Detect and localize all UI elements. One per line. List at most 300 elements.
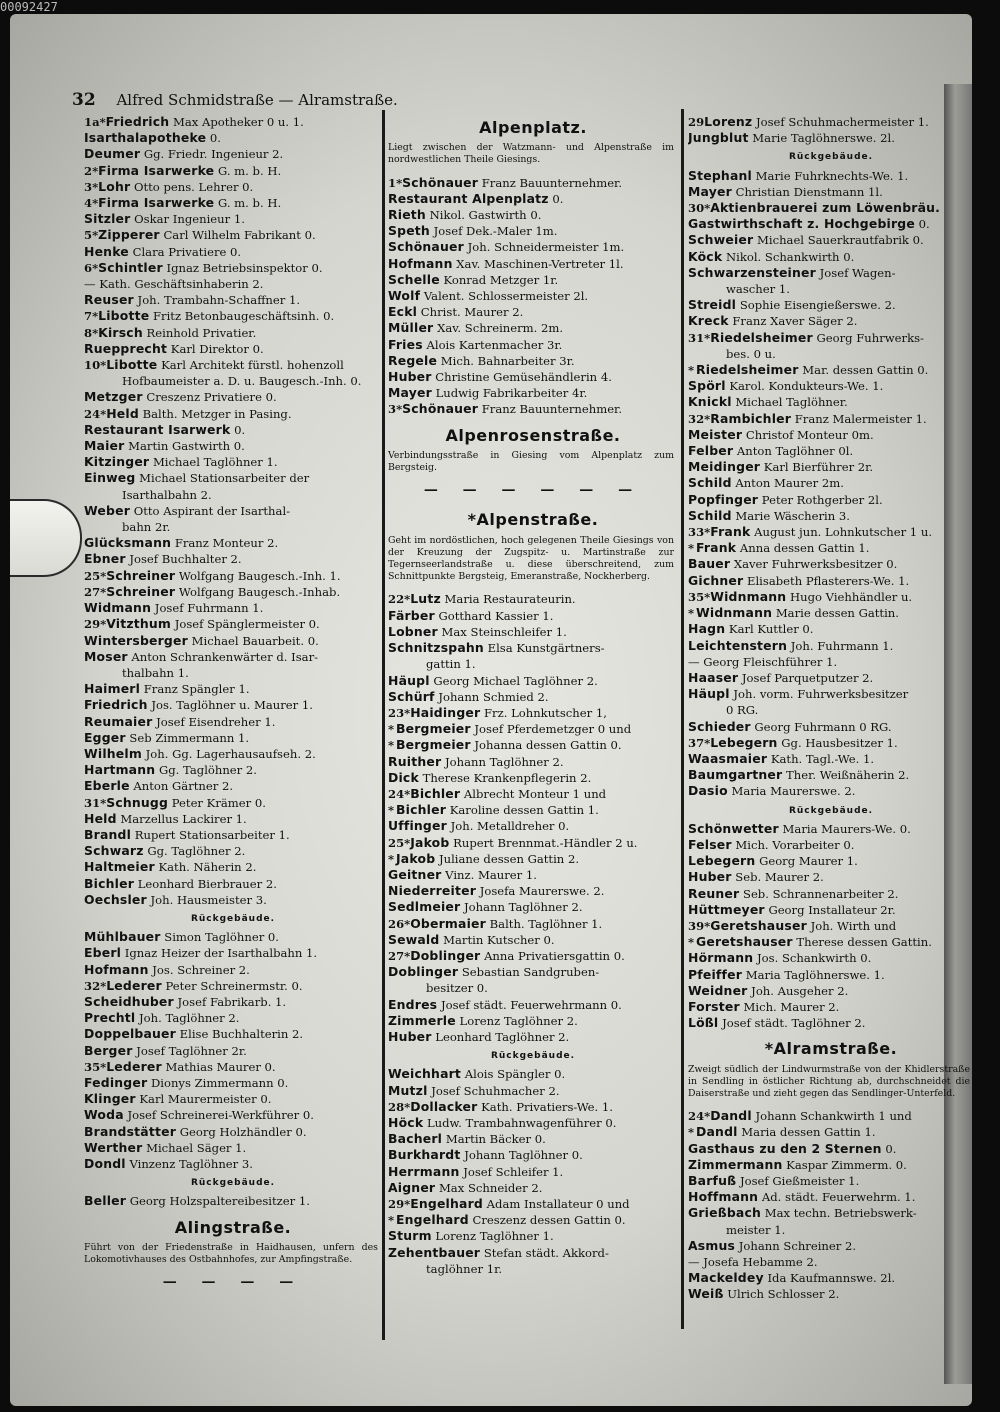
resident-name: Deumer bbox=[84, 146, 141, 162]
directory-entry bbox=[84, 681, 382, 697]
directory-entry bbox=[688, 853, 972, 869]
directory-entry bbox=[84, 697, 382, 713]
directory-entry bbox=[688, 330, 972, 346]
resident-name: Friedrich bbox=[105, 114, 170, 129]
directory-entry bbox=[388, 867, 678, 883]
resident-details: Balth. Metzger in Pasing. bbox=[142, 406, 292, 421]
resident-name: Fries bbox=[388, 336, 423, 352]
directory-entry bbox=[84, 778, 382, 794]
street-heading: Alingstraße. bbox=[174, 1217, 292, 1237]
directory-entry bbox=[84, 1026, 382, 1042]
resident-details: Vinzenz Taglöhner 3. bbox=[129, 1157, 253, 1171]
directory-entry bbox=[688, 686, 972, 702]
resident-details: — Georg Fleischführer 1. bbox=[688, 654, 838, 669]
directory-entry bbox=[388, 737, 678, 753]
resident-details: Michael Säger 1. bbox=[146, 1140, 247, 1155]
resident-details: Joh. Metalldreher 0. bbox=[450, 819, 570, 834]
entry-continuation: meister 1. bbox=[726, 1222, 786, 1237]
directory-entry bbox=[388, 932, 678, 948]
resident-name: Obermaier bbox=[410, 915, 486, 931]
directory-entry bbox=[388, 401, 678, 417]
resident-details: 0. bbox=[234, 422, 246, 437]
resident-details: Karol. Kondukteurs-We. 1. bbox=[729, 379, 884, 394]
resident-name: Huber bbox=[688, 869, 732, 885]
resident-details: 0. bbox=[552, 191, 564, 206]
resident-name: Bergmeier bbox=[396, 737, 471, 753]
resident-details: Joh. Schneidermeister 1m. bbox=[467, 240, 625, 255]
resident-name: Weiß bbox=[688, 1286, 724, 1302]
directory-entry bbox=[388, 1147, 678, 1163]
street-description: Liegt zwischen der Watzmann- und Alpenstraße im nordwestlichen Theile Giesings. bbox=[388, 142, 674, 166]
resident-details: Georg Installateur 2r. bbox=[768, 902, 896, 917]
resident-name: Dandl bbox=[710, 1108, 752, 1124]
resident-name: Dollacker bbox=[410, 1098, 478, 1114]
directory-entry bbox=[388, 256, 678, 272]
resident-name: Libotte bbox=[98, 308, 150, 324]
directory-entry bbox=[688, 168, 972, 184]
resident-name: Widnmann bbox=[710, 588, 787, 604]
resident-name: Speth bbox=[388, 223, 430, 239]
directory-entry bbox=[688, 249, 972, 265]
resident-details: Josef Taglöhner 2r. bbox=[136, 1043, 247, 1058]
directory-entry bbox=[688, 1124, 972, 1140]
resident-details: Mich. Vorarbeiter 0. bbox=[735, 837, 855, 852]
resident-details: Ulrich Schlosser 2. bbox=[727, 1287, 840, 1302]
directory-entry bbox=[84, 1124, 382, 1140]
directory-entry bbox=[84, 714, 382, 730]
directory-entry bbox=[688, 654, 972, 670]
resident-name: Schwarzensteiner bbox=[688, 264, 816, 280]
resident-details: Lorenz Taglöhner 2. bbox=[459, 1013, 578, 1028]
separator-dashes: — — — — — — bbox=[423, 482, 643, 499]
scan-identifier: 00092427 bbox=[0, 0, 58, 14]
directory-entry bbox=[688, 719, 972, 735]
house-number: 4* bbox=[84, 196, 99, 211]
resident-name: Gichner bbox=[688, 572, 744, 588]
directory-entry bbox=[388, 851, 678, 867]
directory-entry bbox=[388, 1212, 678, 1228]
directory-entry bbox=[84, 633, 382, 649]
resident-name: Held bbox=[106, 405, 139, 421]
resident-details: Creszenz Privatiere 0. bbox=[146, 390, 277, 405]
resident-details: Rupert Stationsarbeiter 1. bbox=[134, 827, 290, 842]
resident-details: Josef städt. Feuerwehrmann 0. bbox=[440, 997, 622, 1012]
resident-details: Max Steinschleifer 1. bbox=[441, 624, 567, 639]
resident-details: Maria Maurerswe. 2. bbox=[731, 784, 856, 799]
resident-details: Reinhold Privatier. bbox=[146, 325, 257, 340]
resident-details: Leonhard Bierbrauer 2. bbox=[137, 876, 277, 891]
house-number: 23* bbox=[388, 705, 411, 720]
resident-name: Riedelsheimer bbox=[696, 362, 799, 378]
directory-entry bbox=[84, 389, 382, 405]
resident-details: Marie Fuhrknechts-We. 1. bbox=[755, 168, 909, 183]
resident-name: Schönauer bbox=[402, 174, 479, 190]
resident-details: Seb Zimmermann 1. bbox=[129, 730, 250, 745]
resident-name: Felser bbox=[688, 836, 732, 852]
house-number: 1a* bbox=[84, 115, 106, 129]
resident-details: 0. bbox=[885, 1141, 897, 1156]
directory-entry bbox=[84, 746, 382, 762]
entry-continuation: besitzer 0. bbox=[426, 981, 488, 996]
directory-entry bbox=[688, 362, 972, 378]
resident-name: Schürf bbox=[388, 688, 435, 704]
resident-details: Gg. Taglöhner 2. bbox=[158, 763, 257, 778]
resident-details: Franz Bauunternehmer. bbox=[481, 402, 623, 417]
directory-entry bbox=[688, 1238, 972, 1254]
directory-entry bbox=[688, 130, 972, 146]
house-number: * bbox=[388, 1213, 395, 1228]
resident-name: Ruepprecht bbox=[84, 340, 168, 356]
entry-continuation: thalbahn 1. bbox=[122, 665, 189, 680]
resident-name: Wilhelm bbox=[84, 745, 142, 761]
directory-entry bbox=[388, 689, 678, 705]
resident-details: Elsa Kunstgärtners- bbox=[487, 641, 605, 656]
resident-name: Doblinger bbox=[388, 964, 459, 980]
resident-name: Maier bbox=[84, 438, 125, 454]
resident-name: Jungblut bbox=[688, 130, 749, 146]
resident-details: Maria dessen Gattin 1. bbox=[741, 1125, 876, 1140]
resident-details: Xav. Maschinen-Vertreter 1l. bbox=[456, 256, 624, 271]
resident-name: Einweg bbox=[84, 470, 136, 486]
directory-entry bbox=[688, 886, 972, 902]
resident-details: Dionys Zimmermann 0. bbox=[150, 1075, 289, 1090]
directory-entry bbox=[388, 608, 678, 624]
directory-entry bbox=[388, 175, 678, 191]
resident-details: — Kath. Geschäftsinhaberin 2. bbox=[84, 277, 264, 292]
resident-details: Mathias Maurer 0. bbox=[165, 1059, 276, 1074]
resident-details: Joh. Wirth und bbox=[810, 918, 897, 933]
resident-details: Georg Maurer 1. bbox=[759, 854, 858, 869]
directory-entry bbox=[84, 130, 382, 146]
resident-name: Lederer bbox=[106, 977, 162, 993]
directory-entry bbox=[688, 573, 972, 589]
resident-details: Max techn. Betriebswerk- bbox=[764, 1206, 917, 1221]
resident-details: G. m. b. H. bbox=[217, 196, 282, 211]
resident-name: Moser bbox=[84, 648, 128, 664]
resident-details: Josef Wagen- bbox=[819, 265, 896, 280]
resident-details: Konrad Metzger 1r. bbox=[443, 272, 559, 287]
house-number: 2* bbox=[84, 163, 99, 178]
directory-entry bbox=[84, 811, 382, 827]
directory-entry bbox=[388, 835, 678, 851]
directory-entry bbox=[688, 427, 972, 443]
directory-entry bbox=[84, 325, 382, 341]
directory-entry bbox=[388, 591, 678, 607]
resident-details: Johanna dessen Gattin 0. bbox=[474, 738, 622, 753]
directory-entry bbox=[688, 313, 972, 329]
directory-entry bbox=[688, 1173, 972, 1189]
resident-name: Bacherl bbox=[388, 1131, 443, 1147]
resident-name: Niederreiter bbox=[388, 883, 477, 899]
resident-details: 0. bbox=[918, 217, 930, 232]
resident-details: Anton Taglöhner 0l. bbox=[736, 444, 854, 459]
resident-details: Johann Schankwirth 1 und bbox=[755, 1109, 912, 1124]
house-number: * bbox=[388, 722, 395, 737]
resident-details: Michael Taglöhner. bbox=[735, 395, 848, 410]
directory-entry bbox=[388, 964, 678, 980]
resident-name: Forster bbox=[688, 998, 740, 1014]
house-number: * bbox=[688, 541, 695, 556]
resident-details: Johann Schmied 2. bbox=[438, 689, 549, 704]
house-number: 5* bbox=[84, 228, 99, 243]
resident-name: Leichtenstern bbox=[688, 637, 788, 653]
resident-details: Therese dessen Gattin. bbox=[796, 935, 932, 950]
directory-entry bbox=[688, 492, 972, 508]
directory-entry bbox=[688, 767, 972, 783]
resident-name: Burkhardt bbox=[388, 1147, 461, 1163]
resident-name: Frank bbox=[710, 524, 751, 540]
resident-details: Anna Privatiersgattin 0. bbox=[484, 948, 625, 963]
resident-details: Josef Schleifer 1. bbox=[463, 1164, 564, 1179]
resident-details: Joh. Trambahn-Schaffner 1. bbox=[137, 293, 301, 308]
directory-entry bbox=[688, 265, 972, 281]
resident-details: Gg. Friedr. Ingenieur 2. bbox=[143, 147, 284, 162]
resident-name: Berger bbox=[84, 1042, 133, 1058]
resident-name: Held bbox=[84, 810, 117, 826]
directory-entry bbox=[388, 883, 678, 899]
street-description: Zweigt südlich der Lindwurmstraße von der Khidlerstraße in Sendling in östlicher Richtung ab, durchschneidet die Daiserstraße und zieht gegen das Sendlinger-Unterfeld. bbox=[688, 1063, 970, 1099]
house-number: 24* bbox=[688, 1109, 711, 1124]
resident-name: Höck bbox=[388, 1114, 424, 1130]
directory-entry bbox=[388, 1196, 678, 1212]
resident-details: Jos. Schankwirth 0. bbox=[757, 951, 872, 966]
resident-name: Mutzl bbox=[388, 1082, 428, 1098]
house-number: 25* bbox=[388, 835, 411, 850]
entry-continuation: Hofbaumeister a. D. u. Baugesch.-Inh. 0. bbox=[122, 374, 362, 389]
directory-entry bbox=[388, 1131, 678, 1147]
directory-entry bbox=[688, 394, 972, 410]
resident-name: Haimerl bbox=[84, 681, 141, 697]
resident-details: Mar. dessen Gattin 0. bbox=[802, 363, 929, 378]
directory-entry bbox=[388, 705, 678, 721]
resident-name: Weidner bbox=[688, 982, 748, 998]
resident-details: Mich. Bahnarbeiter 3r. bbox=[440, 353, 575, 368]
directory-entry bbox=[688, 837, 972, 853]
directory-entry bbox=[388, 1228, 678, 1244]
directory-entry bbox=[388, 1115, 678, 1131]
street-description: Führt von der Friedenstraße in Haidhausen, unfern des Lokomotivhauses des Ostbahnhofes, zur Ampfingstraße. bbox=[84, 1241, 378, 1266]
directory-entry bbox=[388, 1245, 678, 1261]
resident-details: Christian Dienstmann 1l. bbox=[735, 184, 883, 199]
resident-name: Geretshauser bbox=[696, 934, 793, 950]
directory-entry bbox=[84, 584, 382, 600]
directory-entry bbox=[388, 207, 678, 223]
directory-entry bbox=[388, 770, 678, 786]
resident-name: Mayer bbox=[688, 183, 732, 199]
directory-entry bbox=[688, 902, 972, 918]
resident-name: Popfinger bbox=[688, 491, 759, 507]
resident-details: Michael Stationsarbeiter der bbox=[139, 471, 310, 486]
directory-entry bbox=[84, 827, 382, 843]
resident-details: Elise Buchhalterin 2. bbox=[179, 1027, 304, 1042]
house-number: * bbox=[388, 803, 395, 818]
resident-name: Doblinger bbox=[410, 947, 481, 963]
directory-entry bbox=[688, 1286, 972, 1302]
directory-entry bbox=[688, 443, 972, 459]
house-number: * bbox=[688, 363, 695, 378]
column-rule-left bbox=[382, 110, 385, 1340]
resident-details: Vinz. Maurer 1. bbox=[445, 867, 537, 882]
resident-details: Frz. Lohnkutscher 1, bbox=[484, 705, 607, 720]
resident-details: Elisabeth Pflasterers-We. 1. bbox=[747, 573, 910, 588]
resident-name: Mühlbauer bbox=[84, 929, 161, 945]
house-number: 27* bbox=[388, 948, 411, 963]
directory-entry bbox=[84, 1075, 382, 1091]
directory-entry bbox=[688, 232, 972, 248]
resident-details: Michael Sauerkrautfabrik 0. bbox=[757, 233, 924, 248]
directory-entry bbox=[84, 994, 382, 1010]
resident-details: Albrecht Monteur 1 und bbox=[463, 786, 607, 801]
directory-entry bbox=[388, 272, 678, 288]
directory-entry bbox=[84, 568, 382, 584]
resident-details: Franz Bauunternehmer. bbox=[481, 175, 623, 190]
resident-name: Aigner bbox=[388, 1179, 436, 1195]
resident-details: Rupert Brennmat.-Händler 2 u. bbox=[453, 835, 638, 850]
resident-details: Hugo Viehhändler u. bbox=[790, 589, 913, 604]
resident-name: Oechsler bbox=[84, 891, 147, 907]
resident-details: Sophie Eisengießerswe. 2. bbox=[739, 298, 896, 313]
house-number: 35* bbox=[688, 589, 711, 604]
resident-name: Spörl bbox=[688, 378, 726, 394]
resident-details: Joh. Taglöhner 2. bbox=[139, 1011, 240, 1026]
resident-details: Simon Taglöhner 0. bbox=[164, 930, 279, 945]
directory-entry bbox=[388, 721, 678, 737]
resident-details: Karl Direktor 0. bbox=[170, 341, 264, 356]
directory-entry bbox=[388, 353, 678, 369]
resident-name: Glücksmann bbox=[84, 535, 172, 551]
resident-name: Kreck bbox=[688, 313, 729, 329]
house-number: 6* bbox=[84, 260, 99, 275]
house-number: 24* bbox=[84, 406, 107, 421]
resident-name: Uffinger bbox=[388, 818, 447, 834]
entry-continuation: bes. 0 u. bbox=[726, 346, 776, 361]
resident-name: Häupl bbox=[388, 672, 430, 688]
resident-details: Johann Taglöhner 2. bbox=[444, 754, 564, 769]
resident-details: Wolfgang Baugesch.-Inhab. bbox=[178, 584, 341, 599]
directory-entry bbox=[388, 288, 678, 304]
resident-name: Prechtl bbox=[84, 1010, 136, 1026]
directory-entry bbox=[84, 357, 382, 373]
resident-details: Stefan städt. Akkord- bbox=[483, 1245, 609, 1260]
resident-details: Adam Installateur 0 und bbox=[486, 1197, 630, 1211]
resident-details: Max Apotheker 0 u. 1. bbox=[172, 115, 304, 129]
separator-dashes: — — — — bbox=[162, 1274, 304, 1291]
directory-entry bbox=[688, 508, 972, 524]
resident-name: Dondl bbox=[84, 1156, 126, 1171]
directory-entry bbox=[84, 1193, 382, 1209]
resident-details: Johann Schreiner 2. bbox=[738, 1238, 857, 1253]
house-number: 1* bbox=[388, 175, 403, 190]
resident-details: — Josefa Hebamme 2. bbox=[688, 1255, 818, 1270]
directory-entry bbox=[84, 535, 382, 551]
resident-details: Christine Gemüsehändlerin 4. bbox=[435, 370, 612, 385]
resident-details: Franz Malermeister 1. bbox=[794, 411, 927, 426]
resident-name: Hofmann bbox=[388, 255, 453, 271]
resident-details: Ida Kaufmannswe. 2l. bbox=[767, 1271, 896, 1286]
resident-details: Franz Spängler 1. bbox=[143, 682, 250, 697]
resident-details: Georg Fuhrwerks- bbox=[816, 330, 924, 345]
resident-name: Rambichler bbox=[710, 410, 792, 426]
resident-details: Jos. Taglöhner u. Maurer 1. bbox=[151, 698, 313, 713]
directory-entry bbox=[688, 934, 972, 950]
directory-entry bbox=[388, 1164, 678, 1180]
entry-continuation: bahn 2r. bbox=[122, 520, 171, 535]
resident-name: Weber bbox=[84, 502, 131, 518]
resident-details: Gg. Hausbesitzer 1. bbox=[781, 735, 898, 750]
running-title: Alfred Schmidstraße — Alramstraße. bbox=[116, 91, 398, 109]
directory-entry bbox=[84, 1091, 382, 1107]
directory-entry bbox=[688, 216, 972, 232]
resident-details: Franz Monteur 2. bbox=[174, 536, 279, 551]
resident-details: Alois Spängler 0. bbox=[464, 1067, 566, 1082]
resident-name: Lebegern bbox=[688, 853, 756, 869]
resident-name: Bichler bbox=[84, 875, 135, 891]
resident-details: Georg Michael Taglöhner 2. bbox=[433, 673, 598, 688]
directory-entry bbox=[84, 341, 382, 357]
resident-details: Valent. Schlossermeister 2l. bbox=[423, 289, 589, 304]
directory-entry bbox=[84, 762, 382, 778]
directory-entry bbox=[388, 385, 678, 401]
resident-details: Otto Aspirant der Isarthal- bbox=[133, 503, 291, 518]
resident-details: Kaspar Zimmerm. 0. bbox=[786, 1157, 907, 1172]
resident-details: Josef städt. Taglöhner 2. bbox=[722, 1016, 866, 1031]
resident-details: Creszenz dessen Gattin 0. bbox=[472, 1213, 626, 1228]
resident-name: Jakob bbox=[396, 850, 436, 866]
directory-entry bbox=[388, 1029, 678, 1045]
resident-name: Hüttmeyer bbox=[688, 901, 765, 917]
resident-details: Gg. Taglöhner 2. bbox=[147, 844, 246, 859]
house-number: 27* bbox=[84, 584, 107, 599]
directory-entry bbox=[688, 1254, 972, 1270]
resident-name: Zehentbauer bbox=[388, 1244, 481, 1260]
rear-building-heading: Rückgebäude. bbox=[788, 805, 874, 816]
resident-details: Josefa Maurerswe. 2. bbox=[479, 884, 605, 899]
directory-entry bbox=[688, 524, 972, 540]
resident-details: Anton Gärtner 2. bbox=[133, 779, 234, 794]
resident-name: Waasmaier bbox=[688, 750, 768, 766]
resident-details: 0. bbox=[209, 131, 221, 146]
resident-details: Ludw. Trambahnwagenführer 0. bbox=[426, 1115, 617, 1130]
house-number: 29 bbox=[688, 115, 705, 129]
resident-details: Joh. Ausgeher 2. bbox=[751, 983, 849, 998]
page-number: 32 bbox=[72, 90, 96, 110]
resident-details: Josef Dek.-Maler 1m. bbox=[433, 224, 558, 239]
resident-details: Michael Bauarbeit. 0. bbox=[191, 633, 319, 648]
directory-entry bbox=[688, 1015, 972, 1031]
resident-details: Nikol. Schankwirth 0. bbox=[725, 249, 855, 264]
resident-name: Barfuß bbox=[688, 1173, 737, 1188]
resident-details: Seb. Maurer 2. bbox=[735, 870, 824, 885]
resident-details: Karoline dessen Gattin 1. bbox=[449, 803, 599, 818]
resident-name: Wintersberger bbox=[84, 632, 188, 648]
resident-name: Haidinger bbox=[410, 704, 481, 720]
resident-details: Xaver Fuhrwerksbesitzer 0. bbox=[733, 557, 898, 572]
directory-entry bbox=[688, 1108, 972, 1124]
resident-name: Schreiner bbox=[106, 567, 176, 583]
directory-entry bbox=[388, 802, 678, 818]
resident-name: Firma Isarwerke bbox=[98, 162, 215, 178]
column-right bbox=[688, 114, 972, 1303]
directory-entry bbox=[84, 308, 382, 324]
resident-name: Jakob bbox=[410, 834, 450, 850]
resident-name: Engelhard bbox=[396, 1212, 469, 1228]
resident-details: Joh. Hausmeister 3. bbox=[150, 892, 267, 907]
directory-entry bbox=[388, 948, 678, 964]
directory-entry bbox=[388, 239, 678, 255]
directory-entry bbox=[84, 600, 382, 616]
street-heading: *Alpenstraße. bbox=[467, 510, 599, 530]
resident-name: Bichler bbox=[410, 785, 461, 801]
